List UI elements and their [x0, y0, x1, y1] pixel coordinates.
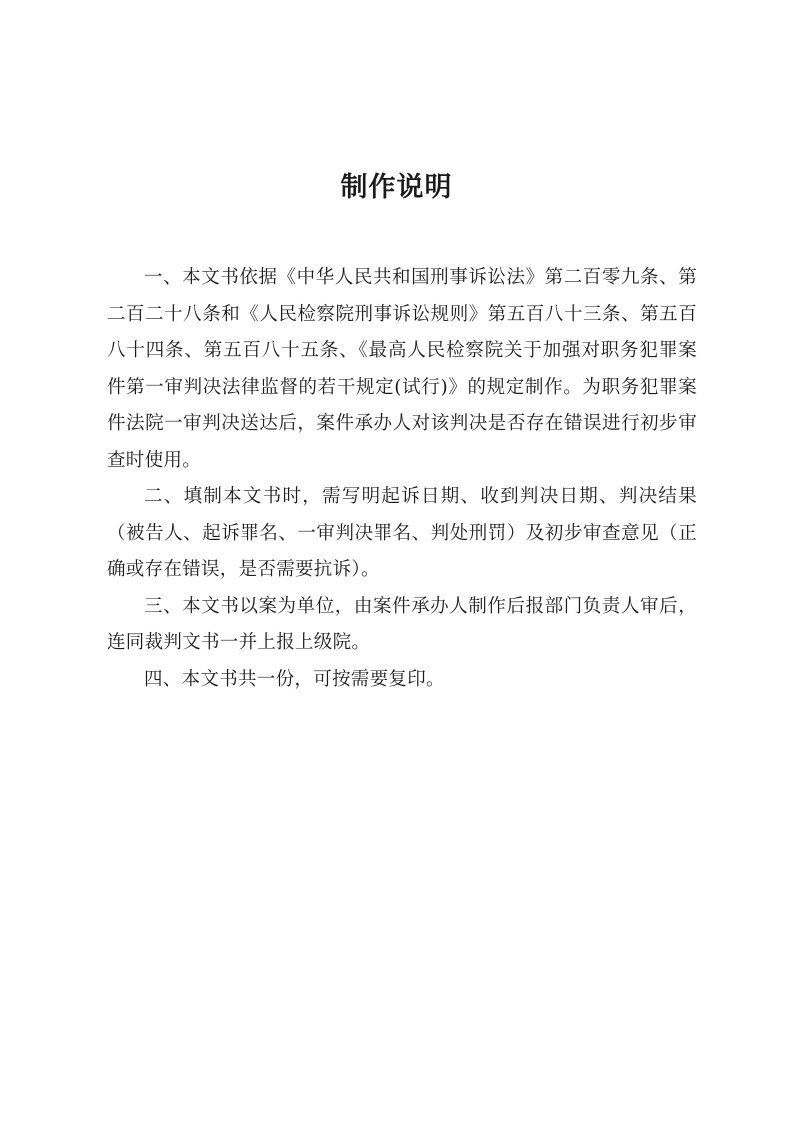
document-body	[107, 260, 697, 698]
paragraph-1: 一、本文书依据《中华人民共和国刑事诉讼法》第二百零九条、第二百二十八条和《人民检察院刑事诉讼规则》第五百八十三条、第五百八十四条、第五百八十五条、《最高人民检察院关于加强对职务犯罪案件第一审判决法律监督的若干规定(试行)》的规定制作。为职务犯罪案件法院一审判决送达后，案件承办人对该判决是否存在错误进行初步审查时使用。	[107, 267, 697, 471]
paragraph-3: 三、本文书以案为单位，由案件承办人制作后报部门负责人审后，连同裁判文书一并上报上级院。	[107, 595, 697, 653]
paragraph-4: 四、本文书共一份，可按需要复印。	[144, 668, 445, 690]
paragraph-2: 二、填制本文书时，需写明起诉日期、收到判决日期、判决结果（被告人、起诉罪名、一审判决罪名、判处刑罚）及初步审查意见（正确或存在错误，是否需要抗诉）。	[107, 486, 697, 580]
page-title: 制作说明	[340, 172, 453, 203]
